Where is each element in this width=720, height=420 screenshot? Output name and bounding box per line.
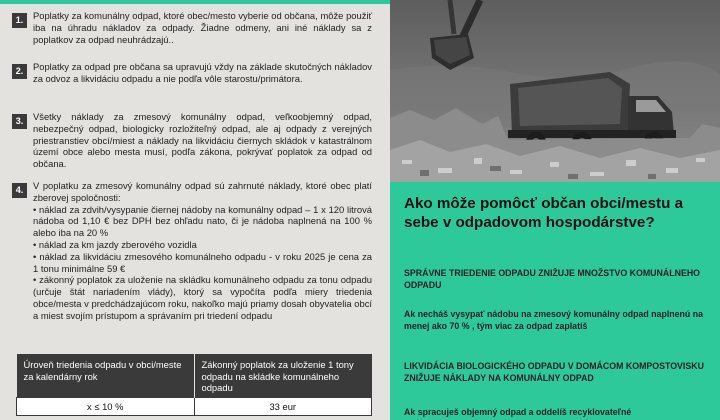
list-item: • náklad za zdvih/vysypanie čiernej nádoby na komunálny odpad – 1 x 120 litrová nádoba od 1,10 € bez DPH bez ohľadu nato, či je nádoba naplnená na 100 % alebo iba na 20 % bbox=[33, 203, 372, 239]
item-number-badge: 4. bbox=[12, 183, 27, 198]
landfill-photo-illustration bbox=[390, 0, 720, 182]
cost-bullet-list bbox=[33, 204, 372, 322]
tip-heading-sorting: SPRÁVNE TRIEDENIE ODPADU ZNIŽUJE MNOŽSTVO KOMUNÁLNEHO ODPADU bbox=[404, 268, 701, 290]
list-item: • náklad za km jazdy zberového vozidla bbox=[33, 238, 197, 250]
numbered-item-4 bbox=[12, 180, 372, 322]
landfill-photo bbox=[390, 0, 720, 182]
table-header-row bbox=[17, 354, 372, 397]
tip-heading-compost: LIKVIDÁCIA BIOLOGICKÉHO ODPADU V DOMÁCOM KOMPOSTOVISKU ZNIŽUJE NÁKLADY NA KOMUNÁLNY ODPAD bbox=[404, 361, 704, 383]
right-column bbox=[390, 0, 720, 420]
numbered-item-3 bbox=[12, 111, 372, 170]
page-title: Ako môže pomôcť občan obci/mestu a sebe v odpadovom hospodárstve? bbox=[404, 195, 684, 231]
item-text: Poplatky za komunálny odpad, ktoré obec/mesto vyberie od občana, môže použiť iba na úhradu nákladov za odpady. Žiadne odmeny, ani iné náklady sa z poplatkov za odpad neuhrádzajú.. bbox=[33, 10, 372, 45]
landfill-fee-table bbox=[16, 354, 372, 416]
table-row bbox=[17, 397, 372, 415]
item-number-badge: 2. bbox=[12, 64, 27, 79]
column-header-fee: Zákonný poplatok za uloženie 1 tony odpadu na skládke komunálneho odpadu bbox=[194, 354, 372, 397]
numbered-item-2 bbox=[12, 61, 372, 85]
list-item: • zákonný poplatok za uloženie na skládku komunálneho odpadu za tonu odpadu (určuje štát nariadením vlády), ktorý sa vypočíta podľa miery triedenia obce/mesta v predchádzajúcom roku, nakoľko majú priamy dosah obyvatelia obcí a miest svojím prístupom a správaním pri triedení odpadu bbox=[33, 274, 372, 321]
numbered-item-1 bbox=[12, 10, 372, 45]
list-item: • náklad za likvidáciu zmesového komunálneho odpadu - v roku 2025 je cena za 1 tonu minimálne 59 € bbox=[33, 250, 372, 274]
table-cell: x ≤ 10 % bbox=[17, 397, 195, 415]
item-text: Poplatky za odpad pre občana sa upravujú vždy na základe skutočných nákladov za odvoz a likvidáciu odpadu a nie podľa vôle starostu/primátora. bbox=[33, 61, 372, 84]
tip-text-bin: Ak necháš vysypať nádobu na zmesový komunálny odpad naplnenú na menej ako 70 % , tým viac za odpad zaplatíš bbox=[404, 309, 703, 331]
item-number-badge: 1. bbox=[12, 13, 27, 28]
tip-text-bulky: Ak spracuješ objemný odpad a oddelíš recyklovateľné bbox=[404, 407, 632, 417]
item-text: Všetky náklady za zmesový komunálny odpad, veľkoobjemný odpad, nebezpečný odpad, biologicky rozložiteľný odpad, ale aj odpady z verejných priestranstiev obcí/miest a náklady na likvidáciu čiernych skládok v katastrálnom území obce alebo mesta musí, podľa zákona, pokrývať poplatok za odpad od občana. bbox=[33, 111, 372, 170]
item-text: V poplatku za zmesový komunálny odpad sú zahrnuté náklady, ktoré obec platí zberovej spoločnosti: bbox=[33, 180, 372, 203]
item-number-badge: 3. bbox=[12, 114, 27, 129]
table-cell: 33 eur bbox=[194, 397, 372, 415]
column-header-sorting-level: Úroveň triedenia odpadu v obci/meste za kalendárny rok bbox=[17, 354, 195, 397]
